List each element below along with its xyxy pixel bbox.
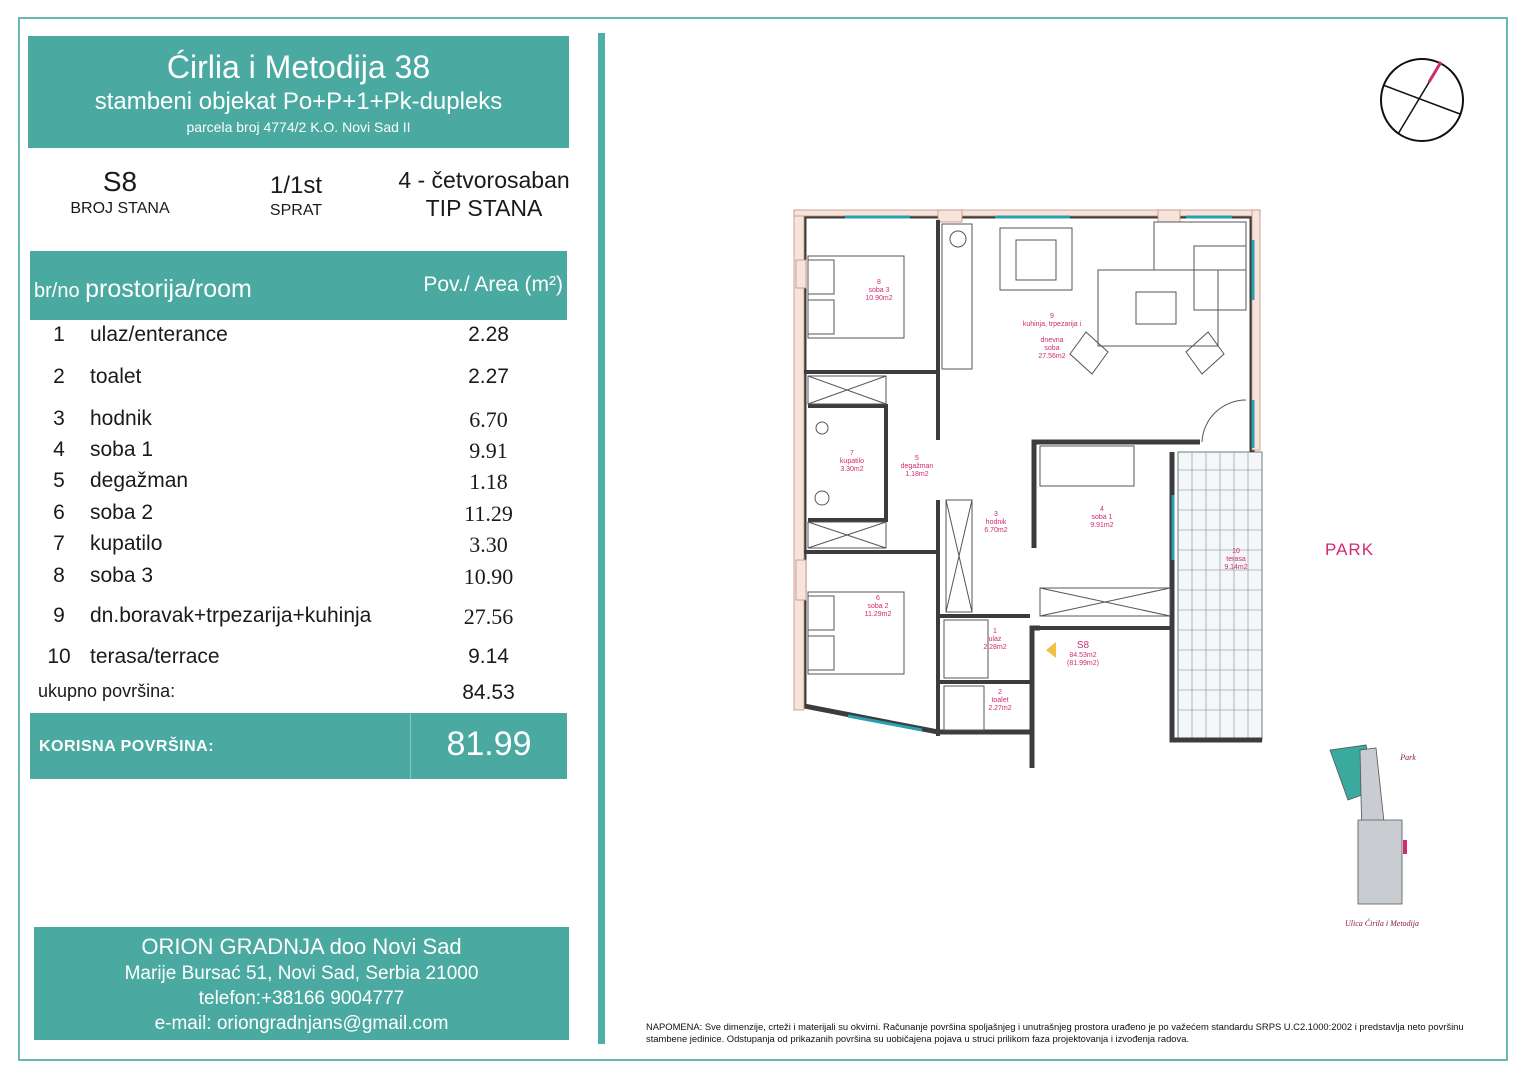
room-label-9-name3: soba [1044,345,1060,352]
unit-type: 4 - četvorosaban [398,167,570,193]
room-label-3-no: 3 [994,511,998,518]
site-map [1330,745,1419,928]
terrace-area [1178,452,1262,740]
room-label-2-name: toalet [991,697,1009,704]
room-label-3-area: 6.70m2 [984,527,1008,534]
apartment-code-label: S8 [1076,640,1090,651]
page-title: Ćirlia i Metodija 38 [166,49,431,85]
room-label-8-name: soba 3 [868,287,890,294]
col-no-header: br/no [34,280,80,302]
room-label-5-area: 1.18m2 [905,471,929,478]
entrance-marker-icon [1046,642,1056,658]
site-street-label: Ulica Ćirila i Metodija [1345,919,1419,928]
unit-number-label: BROJ STANA [70,200,170,217]
floor-value: 1/1st [269,172,323,199]
total-area-label: ukupno površina: [38,681,176,701]
company-name: ORION GRADNJA doo Novi Sad [141,934,462,959]
table-row: 3 hodnik 6.70 [53,407,508,432]
useful-area-value: 81.99 [446,725,532,763]
floor-label: SPRAT [269,202,323,219]
room-label-3-name: hodnik [985,519,1007,526]
useful-area-label: KORISNA POVRŠINA: [39,738,215,755]
table-row: 5 degažman 1.18 [53,469,508,494]
room-label-8-no: 8 [877,279,881,286]
room-label-4-area: 9.91m2 [1090,522,1114,529]
parcel-info: parcela broj 4774/2 K.O. Novi Sad II [186,119,411,135]
room-label-2-no: 2 [998,689,1002,696]
table-row: 6 soba 2 11.29 [53,501,513,526]
room-label-9-no: 9 [1050,313,1054,320]
col-room-header: prostorija/room [85,275,252,303]
north-arrow-icon [1381,59,1463,141]
room-label-6-no: 6 [876,595,880,602]
park-label: PARK [1325,540,1375,559]
room-label-10-area: 9.14m2 [1224,564,1248,571]
room-label-8-area: 10.90m2 [865,295,893,302]
table-row: 7 kupatilo 3.30 [53,532,508,557]
room-label-9-area: 27.56m2 [1038,353,1066,360]
col-area-header: Pov./ Area (m²) [423,273,563,296]
company-email: e-mail: oriongradnjans@gmail.com [154,1013,449,1034]
room-label-7-no: 7 [850,450,854,457]
site-park-label: Park [1400,753,1416,762]
room-label-9-name1: kuhinja, trpezarija i [1022,321,1082,328]
disclaimer-note: NAPOMENA: Sve dimenzije, crteži i materijali su okvirni. Računanje površina spoljašnjeg i unutrašnjeg prostora urađeno je po važećem standardu SRPS U.C2.1000:2002 i predstavlja neto površinu stambene jedinice. Odstupanja od prikazanih površina su uobičajena pojava u struci prilikom faza projektovanja i izvođenja radova. [646,1021,1464,1044]
unit-type-label: TIP STANA [425,195,543,221]
room-label-4-name: soba 1 [1091,514,1113,521]
apartment-useful-label: (81.99m2) [1067,660,1099,667]
table-row: 9 dn.boravak+trpezarija+kuhinja 27.56 [53,604,514,629]
table-row: 2 toalet 2.27 [53,365,509,388]
table-row: 1 ulaz/enterance 2.28 [53,323,509,346]
room-label-6-name: soba 2 [867,603,889,610]
room-label-10-no: 10 [1232,548,1240,555]
table-row: 4 soba 1 9.91 [53,438,508,463]
page-subtitle: stambeni objekat Po+P+1+Pk-dupleks [94,88,503,115]
room-label-2-area: 2.27m2 [988,705,1012,712]
room-label-1-no: 1 [993,628,997,635]
table-row: 10 terasa/terrace 9.14 [47,645,509,668]
room-label-1-area: 2.28m2 [983,644,1007,651]
room-label-5-name: degažman [900,463,934,470]
room-label-4-no: 4 [1100,506,1104,513]
table-row: 8 soba 3 10.90 [53,564,514,589]
total-area-value: 84.53 [462,681,515,704]
room-label-7-area: 3.30m2 [840,466,864,473]
apartment-area-label: 84.53m2 [1069,652,1097,659]
room-label-5-no: 5 [915,455,919,462]
room-label-9-name2: dnevna [1040,337,1064,344]
company-address: Marije Bursać 51, Novi Sad, Serbia 21000 [124,963,479,984]
room-label-10-name: terasa [1226,556,1246,563]
company-phone: telefon:+38166 9004777 [198,988,405,1009]
room-label-6-area: 11.29m2 [864,611,892,618]
room-label-1-name: ulaz [988,636,1002,643]
unit-number: S8 [102,166,138,197]
room-label-7-name: kupatilo [839,458,865,465]
